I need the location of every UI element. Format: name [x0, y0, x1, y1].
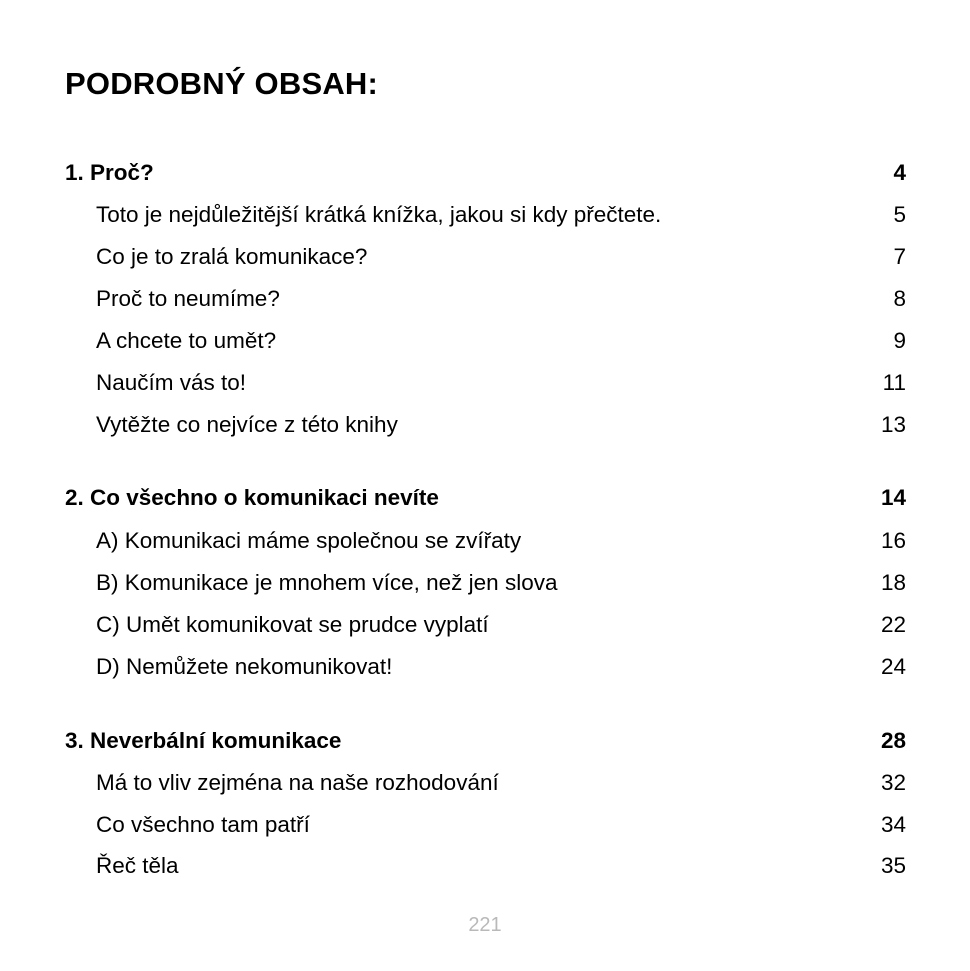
- toc-item-title: A) Komunikaci máme společnou se zvířaty: [96, 528, 522, 553]
- toc-item[interactable]: [65, 851, 906, 881]
- toc-item[interactable]: [65, 410, 906, 440]
- toc-item[interactable]: [65, 326, 906, 356]
- chapter-page-number: 14: [880, 485, 906, 510]
- chapter-title: 3. Neverbální komunikace: [65, 728, 342, 753]
- footer-page-number: 221: [468, 914, 502, 936]
- toc-item-title: Co všechno tam patří: [96, 812, 310, 837]
- toc-item-title: A chcete to umět?: [96, 328, 277, 353]
- toc-item-title: Naučím vás to!: [96, 370, 247, 395]
- toc-item[interactable]: [65, 610, 906, 640]
- toc-item[interactable]: [65, 768, 906, 798]
- toc-item-title: Má to vliv zejména na naše rozhodování: [96, 770, 499, 795]
- toc-item[interactable]: [65, 284, 906, 314]
- chapter-page-number: 28: [880, 728, 906, 753]
- toc-chapter-3[interactable]: [65, 726, 906, 756]
- toc-item[interactable]: [65, 568, 906, 598]
- toc-item-title: Toto je nejdůležitější krátká knížka, jakou si kdy přečtete.: [96, 202, 662, 227]
- toc-item-page-number: 7: [893, 244, 906, 269]
- toc-item-title: D) Nemůžete nekomunikovat!: [96, 654, 393, 679]
- toc-item-page-number: 32: [880, 770, 906, 795]
- toc-item-page-number: 11: [882, 370, 906, 395]
- chapter-title: 1. Proč?: [65, 160, 154, 185]
- toc-item[interactable]: [65, 810, 906, 840]
- toc-item-title: B) Komunikace je mnohem více, než jen slova: [96, 570, 558, 595]
- toc-item-page-number: 5: [893, 202, 906, 227]
- toc-item[interactable]: [65, 368, 906, 398]
- toc-chapter-2[interactable]: [65, 483, 906, 513]
- page-title: PODROBNÝ OBSAH:: [65, 66, 379, 101]
- toc-item-page-number: 9: [893, 328, 906, 353]
- toc-item-title: Vytěžte co nejvíce z této knihy: [96, 412, 398, 437]
- toc-item-page-number: 8: [893, 286, 906, 311]
- toc-item[interactable]: [65, 200, 906, 230]
- toc-item[interactable]: [65, 652, 906, 682]
- toc-item-page-number: 34: [880, 812, 906, 837]
- toc-item-title: Proč to neumíme?: [96, 286, 280, 311]
- toc-item[interactable]: [65, 526, 906, 556]
- toc-item-title: Co je to zralá komunikace?: [96, 244, 368, 269]
- toc-item-title: Řeč těla: [96, 853, 179, 878]
- toc-item-page-number: 18: [880, 570, 906, 595]
- toc-item-page-number: 35: [880, 853, 906, 878]
- toc-item-page-number: 16: [880, 528, 906, 553]
- toc-item[interactable]: [65, 242, 906, 272]
- chapter-page-number: 4: [893, 160, 906, 185]
- toc-chapter-1[interactable]: [65, 158, 906, 188]
- toc-item-title: C) Umět komunikovat se prudce vyplatí: [96, 612, 489, 637]
- toc-item-page-number: 24: [880, 654, 906, 679]
- toc-item-page-number: 13: [880, 412, 906, 437]
- toc-item-page-number: 22: [880, 612, 906, 637]
- chapter-title: 2. Co všechno o komunikaci nevíte: [65, 485, 439, 510]
